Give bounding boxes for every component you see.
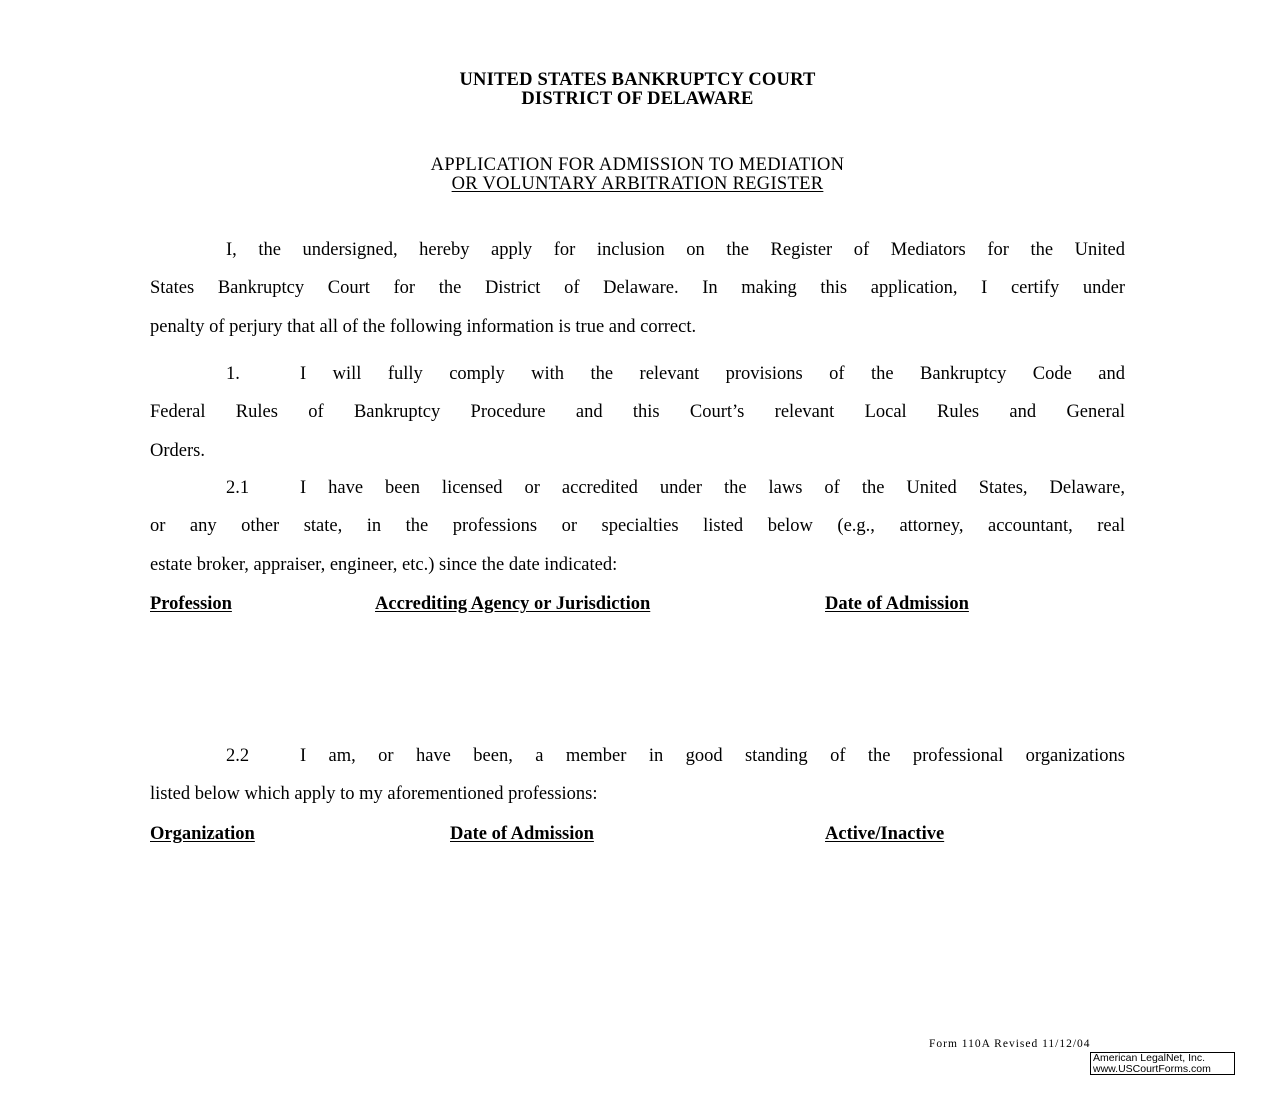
court-district: DISTRICT OF DELAWARE [521, 89, 754, 109]
item-2-1-line-3: estate broker, appraiser, engineer, etc.) since the date indicated: [150, 554, 618, 575]
item-2-1-line-1: I have been licensed or accredited under the laws of the United States, Delaware, [300, 478, 1125, 498]
column-header-accrediting-agency: Accrediting Agency or Jurisdiction [375, 594, 651, 614]
court-name: UNITED STATES BANKRUPTCY COURT [459, 70, 816, 90]
item-2-1-number: 2.1 [226, 478, 250, 498]
item-2-2-paragraph [150, 737, 1125, 814]
column-header-organization: Organization [150, 824, 255, 844]
form-revision-label: Form 110A Revised 11/12/04 [929, 1038, 1091, 1050]
form-title-line2-text: OR VOLUNTARY ARBITRATION REGISTER [451, 174, 824, 194]
column-header-date-of-admission: Date of Admission [825, 594, 969, 614]
item-2-2-number: 2.2 [226, 746, 250, 766]
intro-line-2: States Bankruptcy Court for the District of Delaware. In making this application, I certify under [150, 278, 1125, 299]
column-header-org-date-of-admission: Date of Admission [450, 824, 594, 844]
item-1-paragraph [150, 355, 1125, 470]
item-1-line-1: I will fully comply with the relevant provisions of the Bankruptcy Code and [300, 364, 1125, 384]
item-2-2-line-2: listed below which apply to my aforementioned professions: [150, 784, 598, 805]
publisher-website: www.USCourtForms.com [1093, 1063, 1211, 1075]
form-title-line2 [0, 175, 1275, 194]
item-2-1-line-2: or any other state, in the professions or specialties listed below (e.g., attorney, accountant, real [150, 516, 1125, 537]
intro-paragraph [150, 231, 1125, 346]
item-2-1-first-line [150, 469, 1125, 507]
column-header-profession: Profession [150, 594, 232, 614]
item-1-first-line [150, 355, 1125, 393]
form-title-line1: APPLICATION FOR ADMISSION TO MEDIATION [430, 155, 845, 175]
publisher-name: American LegalNet, Inc. [1093, 1052, 1206, 1064]
item-2-2-line-1: I am, or have been, a member in good standing of the professional organizations [300, 746, 1125, 766]
intro-line-3: penalty of perjury that all of the following information is true and correct. [150, 316, 697, 337]
item-1-line-2: Federal Rules of Bankruptcy Procedure and this Court’s relevant Local Rules and General [150, 402, 1125, 423]
intro-line-1: I, the undersigned, hereby apply for inclusion on the Register of Mediators for the United [226, 240, 1125, 260]
publisher-stamp [1090, 1052, 1235, 1075]
column-header-active-inactive: Active/Inactive [825, 824, 945, 844]
item-1-number: 1. [226, 364, 240, 384]
item-2-1-paragraph [150, 469, 1125, 584]
item-1-line-3: Orders. [150, 440, 205, 461]
item-2-2-first-line [150, 737, 1125, 775]
